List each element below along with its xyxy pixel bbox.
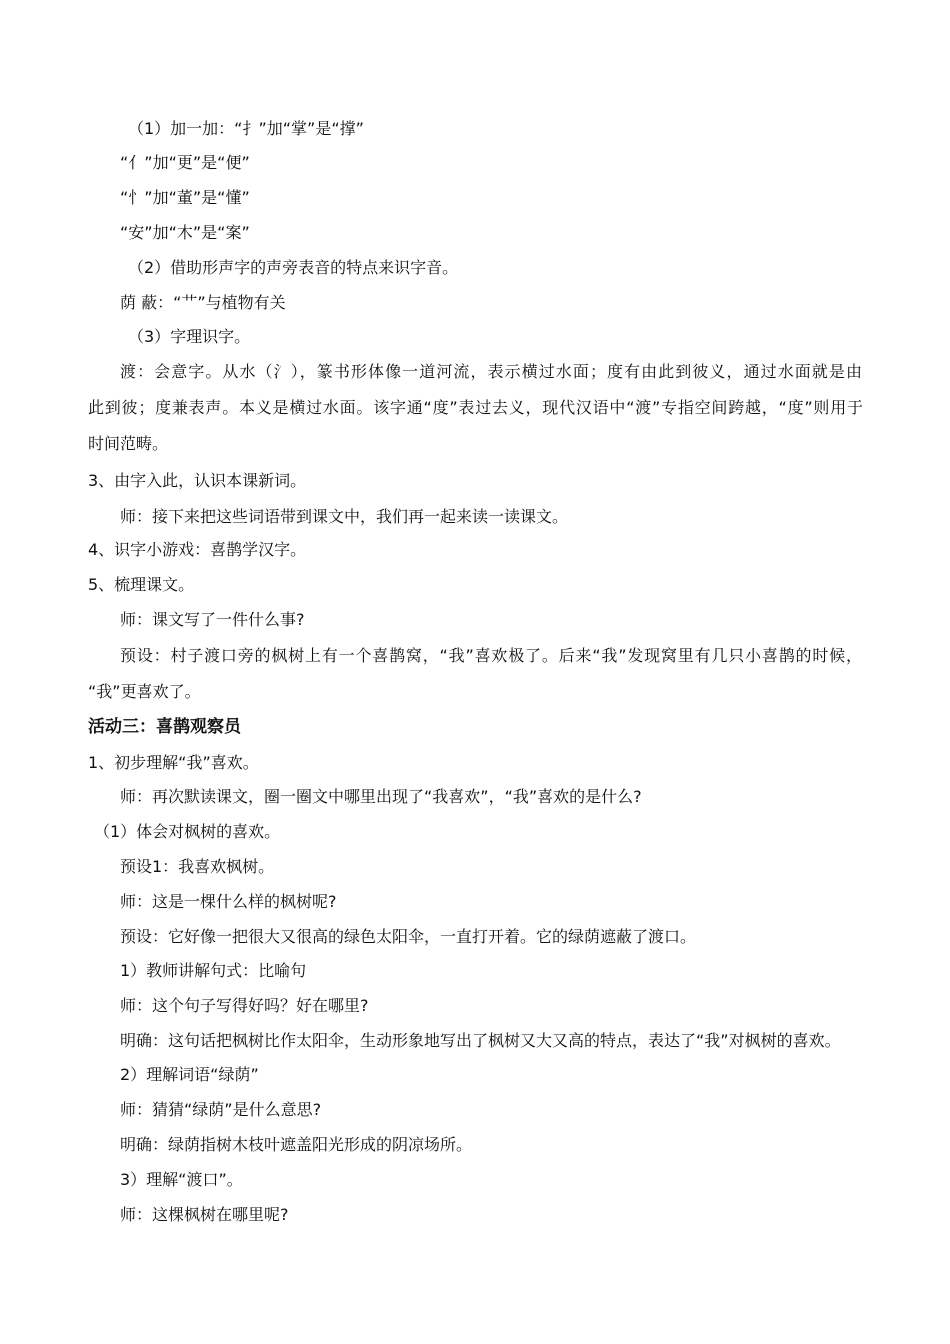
- text-line: 明确：这句话把枫树比作太阳伞，生动形象地写出了枫树又大又高的特点，表达了“我”对枫树的喜欢。: [120, 1031, 841, 1050]
- text-line: 渡：会意字。从水（氵），篆书形体像一道河流，表示横过水面；度有由此到彼义，通过水面就是由: [120, 362, 862, 381]
- text-line: 师：这棵枫树在哪里呢?: [120, 1205, 289, 1224]
- text-line: 预设1：我喜欢枫树。: [120, 857, 275, 876]
- text-line: 3）理解“渡口”。: [120, 1170, 243, 1189]
- text-line: 此到彼；度兼表声。本义是横过水面。该字通“度”表过去义，现代汉语中“渡”专指空间跨越，“度”则用于: [88, 398, 863, 417]
- text-line: 时间范畴。: [88, 434, 169, 453]
- text-line: 预设：村子渡口旁的枫树上有一个喜鹊窝，“我”喜欢极了。后来“我”发现窝里有几只小喜鹊的时候，: [120, 646, 862, 665]
- text-line: 预设：它好像一把很大又很高的绿色太阳伞，一直打开着。它的绿荫遮蔽了渡口。: [120, 927, 697, 946]
- text-line: 师：接下来把这些词语带到课文中，我们再一起来读一读课文。: [120, 507, 569, 526]
- text-line: 师：猜猜“绿荫”是什么意思?: [120, 1100, 322, 1119]
- text-line: “我”更喜欢了。: [88, 682, 201, 701]
- text-line: 师：再次默读课文，圈一圈文中哪里出现了“我喜欢”，“我”喜欢的是什么?: [120, 787, 642, 806]
- text-line: （1）加一加：“扌”加“掌”是“撑”: [128, 119, 364, 138]
- text-line: 荫 蔽：“艹”与植物有关: [120, 293, 286, 312]
- text-line: （2）借助形声字的声旁表音的特点来识字音。: [128, 258, 459, 277]
- text-line: 4、识字小游戏：喜鹊学汉字。: [88, 540, 307, 559]
- text-line: 明确：绿荫指树木枝叶遮盖阳光形成的阴凉场所。: [120, 1135, 473, 1154]
- text-line: （3）字理识字。: [128, 327, 251, 346]
- text-line: 1）教师讲解句式：比喻句: [120, 961, 307, 980]
- text-line: 师：这是一棵什么样的枫树呢?: [120, 892, 337, 911]
- text-line: （1）体会对枫树的喜欢。: [94, 822, 281, 841]
- text-line: “安”加“木”是“案”: [120, 223, 250, 242]
- section-heading: 活动三：喜鹊观察员: [88, 717, 241, 737]
- text-line: 1、初步理解“我”喜欢。: [88, 753, 259, 772]
- text-line: 2）理解词语“绿荫”: [120, 1065, 259, 1084]
- text-line: 师：课文写了一件什么事?: [120, 610, 305, 629]
- text-line: 师：这个句子写得好吗？好在哪里?: [120, 996, 369, 1015]
- text-line: 3、由字入此，认识本课新词。: [88, 471, 307, 490]
- text-line: “亻”加“更”是“便”: [120, 153, 250, 172]
- text-line: 5、梳理课文。: [88, 575, 195, 594]
- text-line: “忄”加“董”是“懂”: [120, 188, 250, 207]
